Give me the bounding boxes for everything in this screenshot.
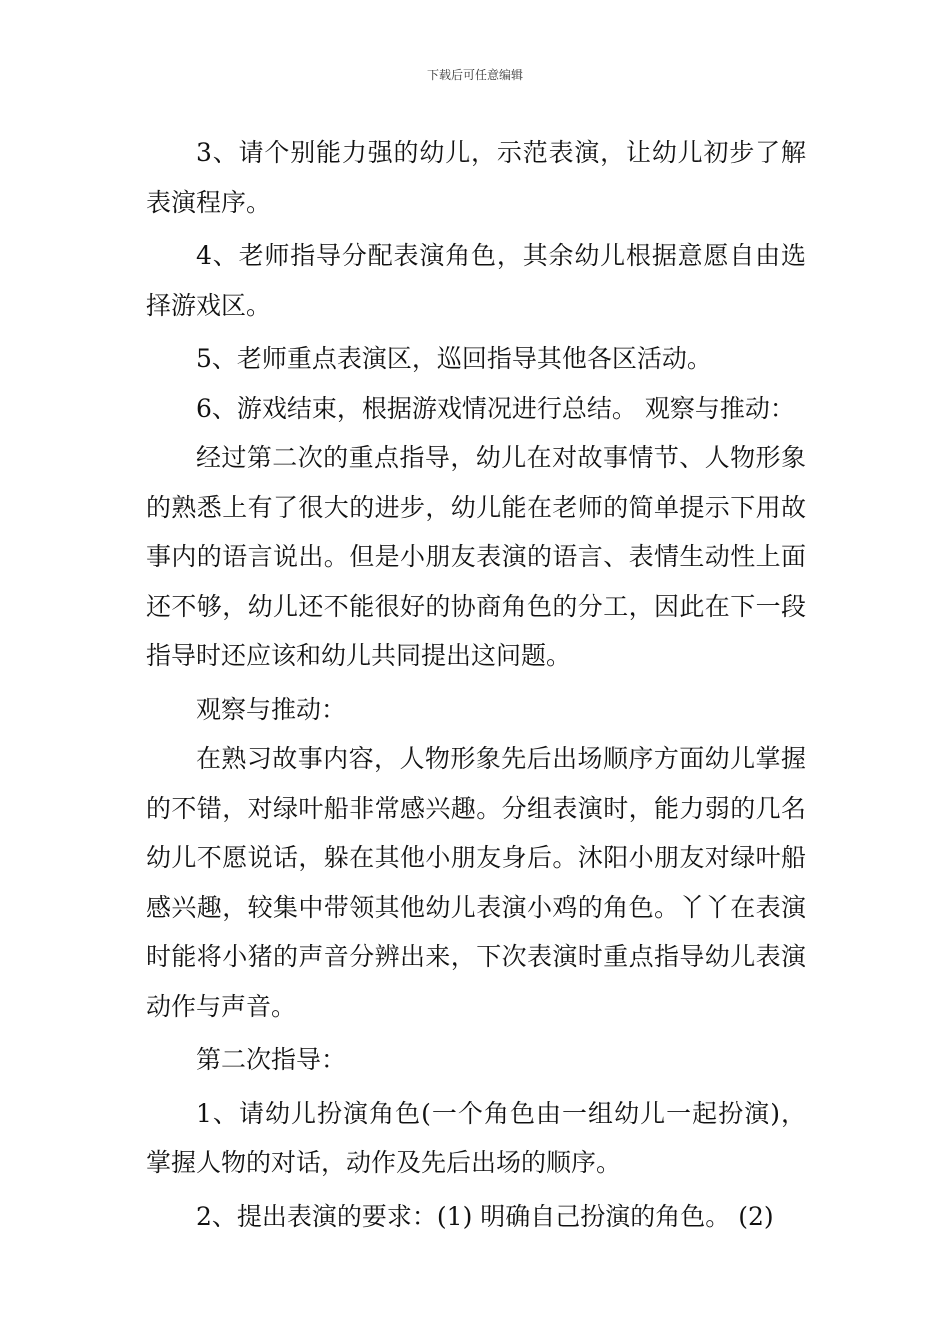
- paragraph-guidance-2: 2、提出表演的要求：(1) 明确自己扮演的角色。 (2): [196, 1201, 774, 1231]
- paragraph-guidance-1: 1、请幼儿扮演角色(一个角色由一组幼儿一起扮演)，掌握人物的对话，动作及先后出场的顺序。: [146, 1098, 806, 1177]
- paragraph-step-6: 6、游戏结束，根据游戏情况进行总结。 观察与推动：: [196, 393, 795, 423]
- heading-second-guidance: 第二次指导：: [196, 1045, 347, 1074]
- paragraph-observation-1: 经过第二次的重点指导，幼儿在对故事情节、人物形象的熟悉上有了很大的进步，幼儿能在老师的简单提示下用故事内的语言说出。但是小朋友表演的语言、表情生动性上面还不够，幼儿还不能很好的协商角色的分工，因此在下一段指导时还应该和幼儿共同提出这问题。: [146, 443, 806, 670]
- paragraph-step-4: 4、老师指导分配表演角色，其余幼儿根据意愿自由选择游戏区。: [146, 241, 806, 320]
- document-body: [146, 128, 806, 1241]
- heading-observation: 观察与推动：: [196, 694, 347, 724]
- paragraph-step-3: 3、请个别能力强的幼儿，示范表演，让幼儿初步了解表演程序。: [146, 138, 806, 217]
- paragraph-observation-2: 在熟习故事内容，人物形象先后出场顺序方面幼儿掌握的不错，对绿叶船非常感兴趣。分组表演时，能力弱的几名幼儿不愿说话，躲在其他小朋友身后。沐阳小朋友对绿叶船感兴趣，较集中带领其他幼儿表演小鸡的角色。丫丫在表演时能将小猪的声音分辨出来，下次表演时重点指导幼儿表演动作与声音。: [146, 744, 806, 1021]
- paragraph-step-5: 5、老师重点表演区，巡回指导其他各区活动。: [196, 344, 712, 373]
- page-header: 下载后可任意编辑: [426, 68, 523, 82]
